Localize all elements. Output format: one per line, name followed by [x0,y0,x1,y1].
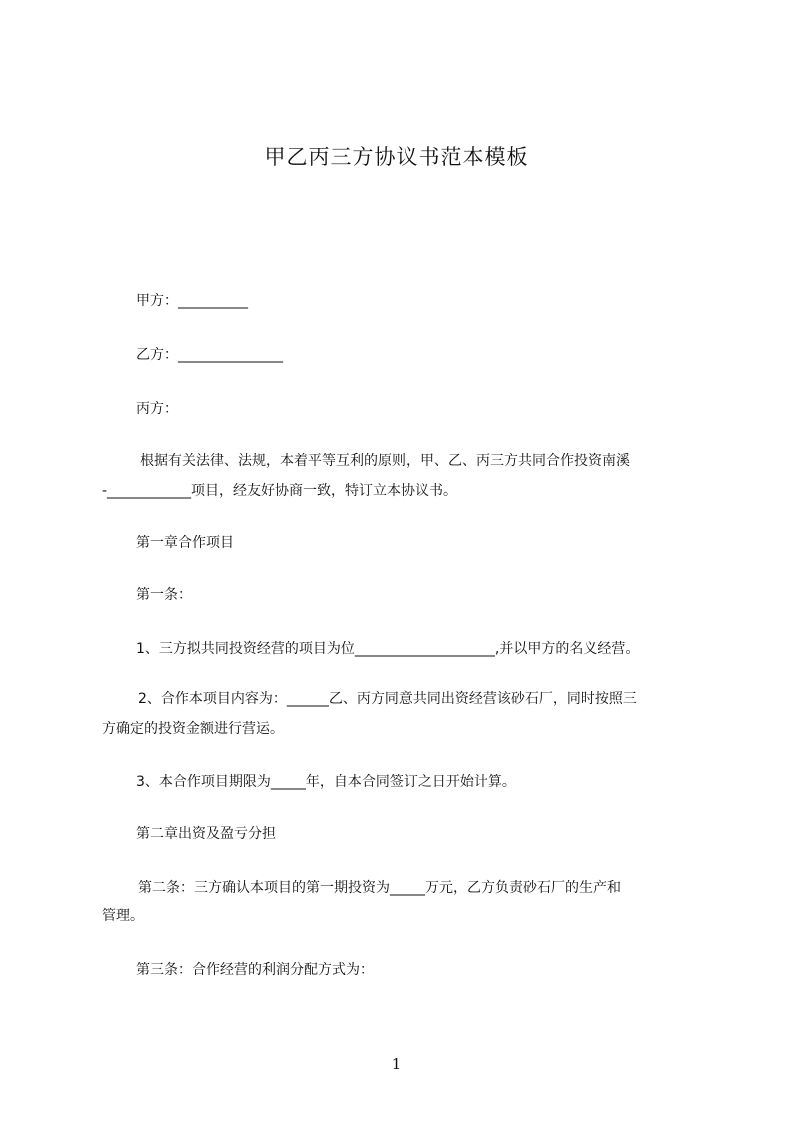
document-title: 甲乙丙三方协议书范本模板 [264,145,529,169]
clause-3: 3、本合作项目期限为_____年，自本合同签订之日开始计算。 [136,774,516,790]
article-3: 第三条：合作经营的利润分配方式为： [136,962,374,978]
clause-2-line-1: 2、合作本项目内容为：______乙、丙方同意共同出资经营该砂石厂，同时按照三 [138,691,637,707]
clause-2-line-2: 方确定的投资金额进行营运。 [102,721,284,737]
article-1-heading: 第一条： [136,587,192,603]
chapter-2-heading: 第二章出资及盈亏分担 [136,826,276,842]
article-2-line-2: 管理。 [102,908,144,924]
chapter-1-heading: 第一章合作项目 [136,535,234,551]
party-b-line: 乙方：_______________ [136,347,283,363]
clause-1: 1、三方拟共同投资经营的项目为位____________________,并以甲方的名义经营。 [136,641,640,657]
page-number: 1 [391,1055,402,1073]
preamble-line-2: -____________项目，经友好协商一致，特订立本协议书。 [102,483,458,499]
party-a-line: 甲方：__________ [136,293,248,309]
party-c-line: 丙方： [136,401,178,417]
article-2-line-1: 第二条：三方确认本项目的第一期投资为_____万元，乙方负责砂石厂的生产和 [138,880,621,896]
preamble-line-1: 根据有关法律、法规，本着平等互利的原则，甲、乙、丙三方共同合作投资南溪 [140,453,630,469]
